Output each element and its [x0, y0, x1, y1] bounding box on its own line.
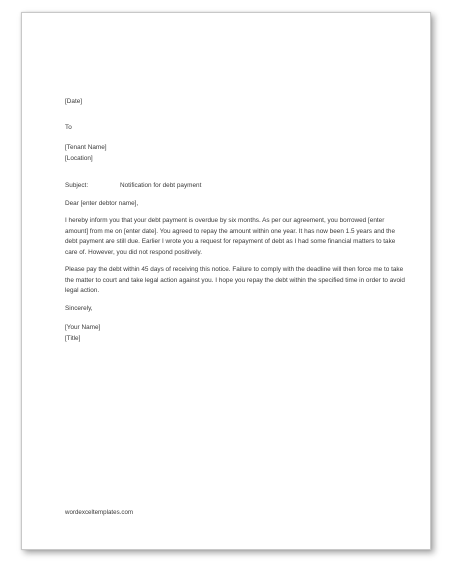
document-page [21, 12, 431, 550]
location-placeholder: [Location] [65, 154, 93, 162]
title-placeholder: [Title] [65, 334, 81, 342]
website-footer: wordexceltemplates.com [65, 509, 134, 516]
letter-body [65, 97, 405, 344]
closing: Sincerely, [65, 304, 93, 312]
date-placeholder: [Date] [65, 98, 83, 105]
subject-label: Subject: [65, 182, 89, 189]
your-name-placeholder: [Your Name] [65, 324, 101, 331]
salutation: Dear [enter debtor name], [65, 199, 139, 207]
tenant-name-placeholder: [Tenant Name] [65, 144, 107, 151]
to-label: To [65, 123, 72, 131]
paragraph-2: Please pay the debt within 45 days of receiving this notice. Failure to comply with the deadline will then force me to take the matter to court and take legal action against you. I hope you repay the debt within the specified time in order to avoid legal action. [65, 266, 405, 294]
paragraph-1: I hereby inform you that your debt payment is overdue by six months. As per our agreement, you borrowed [enter amount] from me on [enter date]. You agreed to repay the amount within one year. It has now been 1.5 years and the debt payment are still due. Earlier I wrote you a request for repayment of debt as I had some financial matters to take care of. However, you did not respond positively. [65, 217, 396, 256]
subject-line [65, 181, 405, 192]
subject-text: Notification for debt payment [120, 182, 202, 189]
